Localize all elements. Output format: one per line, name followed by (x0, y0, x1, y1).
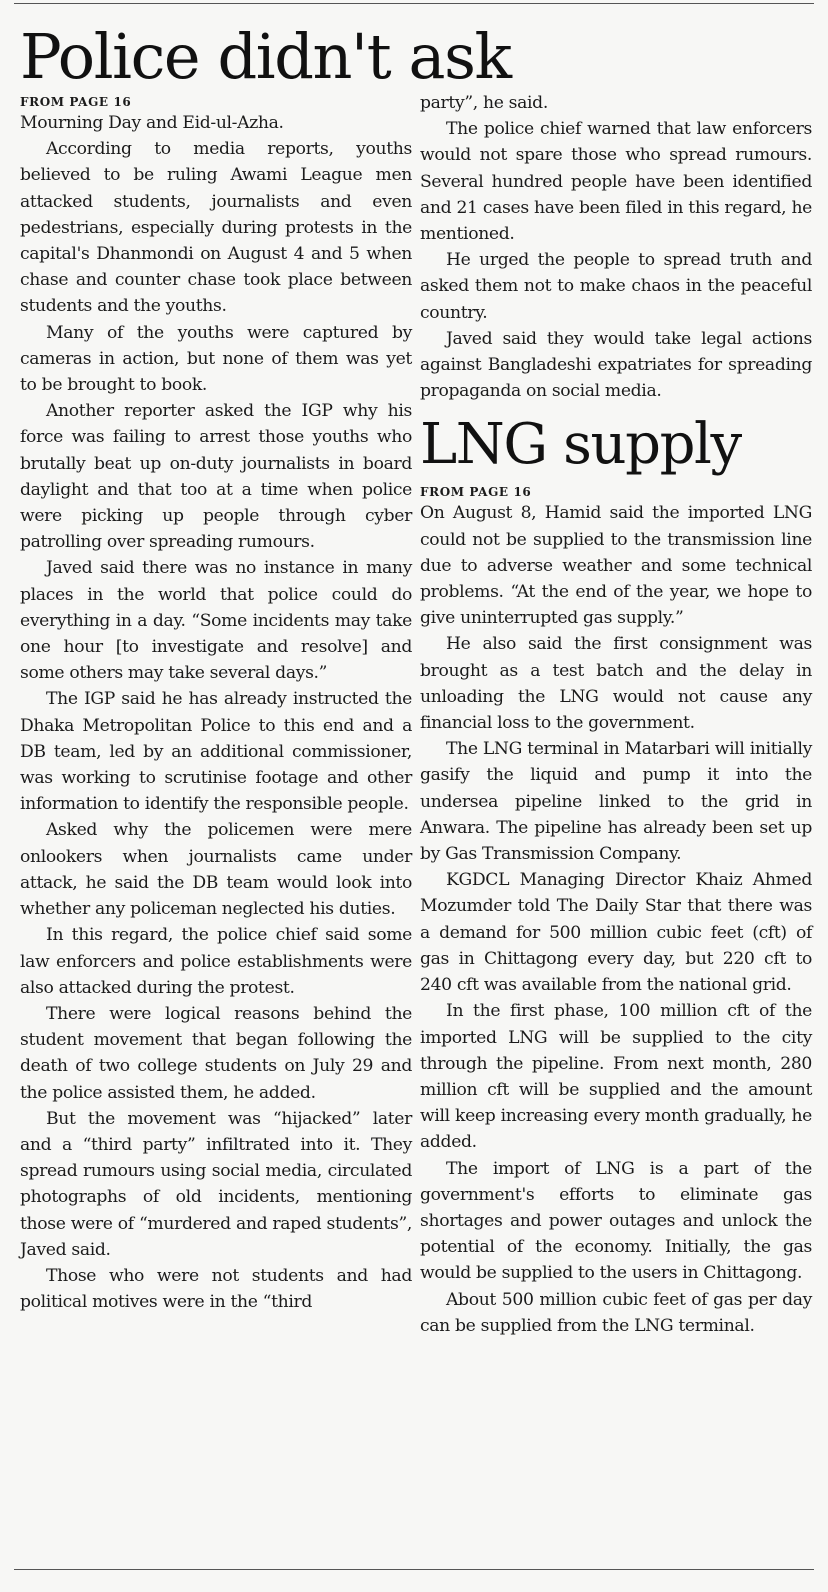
paragraph: Javed said there was no instance in many places in the world that police could do everything in a day. “Some incidents may take one hour [to investigate and resolve] and some others may take several days.” (20, 558, 412, 684)
paragraph: The import of LNG is a part of the government's efforts to eliminate gas shortages and power outages and unlock the potential of the economy. Initially, the gas would be supplied to the users in Chittagong. (420, 1158, 812, 1284)
paragraph: party”, he said. (420, 93, 548, 113)
paragraph: He also said the first consignment was brought as a test batch and the delay in unloading the LNG would not cause any financial loss to the government. (420, 634, 812, 734)
paragraph: About 500 million cubic feet of gas per day can be supplied from the LNG terminal. (420, 1289, 812, 1336)
story1-body-left (20, 110, 412, 1315)
jump-line-story2: FROM PAGE 16 (420, 485, 532, 500)
jump-line-story1: FROM PAGE 16 (20, 95, 132, 109)
paragraph: In the first phase, 100 million cft of the imported LNG will be supplied to the city through the pipeline. From next month, 280 million cft will be supplied and the amount will keep increasing every month gradually, he added. (420, 1001, 812, 1153)
story1-body-right (420, 90, 812, 404)
paragraph: Another reporter asked the IGP why his force was failing to arrest those youths who brutally beat up on-duty journalists in board daylight and that too at a time when police were picking up people through cyber patrolling over spreading rumours. (20, 401, 412, 553)
paragraph: Asked why the policemen were mere onlookers when journalists came under attack, he said the DB team would look into whether any policeman neglected his duties. (20, 820, 412, 920)
story2-body (420, 500, 812, 1339)
paragraph: There were logical reasons behind the student movement that began following the death of two college students on July 29 and the police assisted them, he added. (20, 1003, 412, 1103)
paragraph: The police chief warned that law enforcers would not spare those who spread rumours. Several hundred people have been identified and 21 cases have been filed in this regard, he mentioned. (420, 119, 812, 245)
paragraph: Mourning Day and Eid-ul-Azha. (20, 113, 284, 133)
paragraph: In this regard, the police chief said some law enforcers and police establishments were also attacked during the protest. (20, 925, 412, 998)
paragraph: Javed said they would take legal actions against Bangladeshi expatriates for spreading propaganda on social media. (420, 328, 812, 402)
paragraph: The LNG terminal in Matarbari will initially gasify the liquid and pump it into the undersea pipeline linked to the grid in Anwara. The pipeline has already been set up by Gas Transmission Company. (420, 739, 812, 865)
paragraph: But the movement was “hijacked” later and a “third party” infiltrated into it. They spread rumours using social media, circulated photographs of old incidents, mentioning those were of “murdered and raped students”, Javed said. (20, 1108, 412, 1260)
paragraph: On August 8, Hamid said the imported LNG could not be supplied to the transmission line due to adverse weather and some technical problems. “At the end of the year, we hope to give uninterrupted gas supply.” (420, 503, 812, 629)
headline-lng: LNG supply (420, 412, 741, 478)
paragraph: KGDCL Managing Director Khaiz Ahmed Mozumder told The Daily Star that there was a demand for 500 million cubic feet (cft) of gas in Chittagong every day, but 220 cft to 240 cft was available from the national grid. (420, 870, 812, 996)
paragraph: The IGP said he has already instructed the Dhaka Metropolitan Police to this end and a DB team, led by an additional commissioner, was working to scrutinise footage and other information to identify the responsible people. (20, 689, 412, 815)
paragraph: Many of the youths were captured by cameras in action, but none of them was yet to be brought to book. (20, 322, 412, 396)
bottom-rule (14, 1569, 814, 1570)
paragraph: He urged the people to spread truth and asked them not to make chaos in the peaceful country. (420, 250, 812, 323)
top-rule (14, 3, 814, 4)
right-column (420, 6, 812, 1339)
paragraph: According to media reports, youths believed to be ruling Awami League men attacked students, journalists and even pedestrians, especially during protests in the capital's Dhanmondi on August 4 and 5 when chase and counter chase took place between students and the youths. (20, 139, 412, 317)
headline-police: Police didn't ask (20, 20, 511, 93)
paragraph: Those who were not students and had political motives were in the “third (20, 1265, 412, 1313)
